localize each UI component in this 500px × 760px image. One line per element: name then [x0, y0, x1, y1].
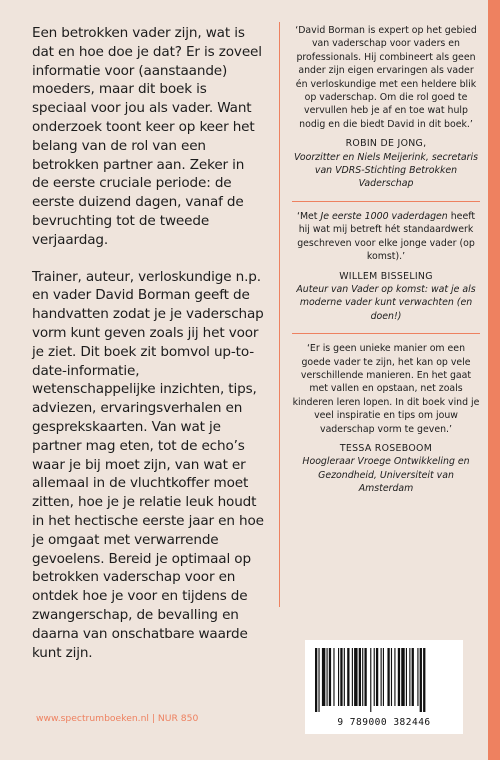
quote-author: ROBIN DE JONG, [345, 138, 427, 150]
quote-author-role: Voorzitter en Niels Meijerink, secretaris van VDRS-Stichting Betrokken Vaderschap [293, 151, 479, 190]
quote-author-role: Auteur van Vader op komst: wat je als moderne vader kunt verwachten (en doen!) [296, 283, 476, 322]
nur-code: NUR 850 [157, 713, 199, 724]
barcode [305, 640, 463, 734]
quote-text: ‘David Borman is expert op het gebied van vaderschap voor vaders en professionals. Hij combineert als geen ander zijn eigen ervaringen als vader én verloskundige met een heldere blik op vaderschap. Om die rol goed te vervullen heb je af en toe wat hulp nodig en die biedt David in dit boek.’ [295, 25, 477, 130]
blurb-paragraph-2: Trainer, auteur, verloskundige n.p. en vader David Borman geeft de handvatten zodat je je vaderschap vorm kunt geven zoals jij het voor je ziet. Dit boek zit bomvol up-to-date-informatie, wetenschappelijke inzichten, tips, adviezen, ervaringsverhalen en gesprekskaarten. Van wat je partner mag eten, tot de echo’s waar je bij moet zijn, van wat er allemaal in de vluchtkoffer moet zitten, hoe je je relatie leuk houdt in het hectische eerste jaar en hoe je omgaat met verwarrende gevoelens. Bereid je optimaal op betrokken vaderschap voor en ontdek hoe je voor en tijdens de zwangerschap, de bevalling en daarna van onschatbare waarde kunt zijn. [32, 268, 264, 661]
endorsement-3 [292, 342, 480, 495]
publisher-website[interactable]: www.spectrumboeken.nl [36, 713, 149, 724]
blurb [32, 24, 264, 680]
isbn-number: 9 789000 382446 [337, 717, 431, 728]
endorsement-1 [292, 24, 480, 191]
quote-author: WILLEM BISSELING [339, 270, 433, 282]
quote-text: ‘Met Je eerste 1000 vaderdagen heeft hij wat mij betreft hét standaardwerk geschreven voor elke jonge vader (op komst).’ [296, 210, 476, 263]
blurb-paragraph-1: Een betrokken vader zijn, wat is dat en hoe doe je dat? Er is zoveel informatie voor (aanstaande) moeders, maar dit boek is speciaal voor jou als vader. Want onderzoek toont keer op keer het belang van de rol van een betrokken partner aan. Zeker in de eerste cruciale periode: de eerste duizend dagen, vanaf de bevruchting tot de tweede verjaardag. [32, 25, 262, 248]
barcode-bars [315, 648, 453, 712]
endorsements [292, 24, 480, 505]
quote-author-role: Hoogleraar Vroege Ontwikkeling en Gezondheid, Universiteit van Amsterdam [302, 456, 470, 495]
column-divider [279, 22, 280, 607]
quote-author: TESSA ROSEBOOM [339, 442, 433, 454]
quote-separator [292, 201, 480, 202]
endorsement-2 [292, 210, 480, 323]
accent-stripe [488, 0, 500, 760]
footer-separator: | [148, 713, 158, 724]
quote-separator [292, 333, 480, 334]
footer [36, 713, 198, 724]
quote-text: ‘Er is geen unieke manier om een goede vader te zijn, het kan op vele verschillende manieren. En het gaat met vallen en opstaan, net zoals kinderen leren lopen. In dit boek vind je veel inspiratie en tips om jouw vaderschap vorm te geven.’ [292, 343, 480, 435]
